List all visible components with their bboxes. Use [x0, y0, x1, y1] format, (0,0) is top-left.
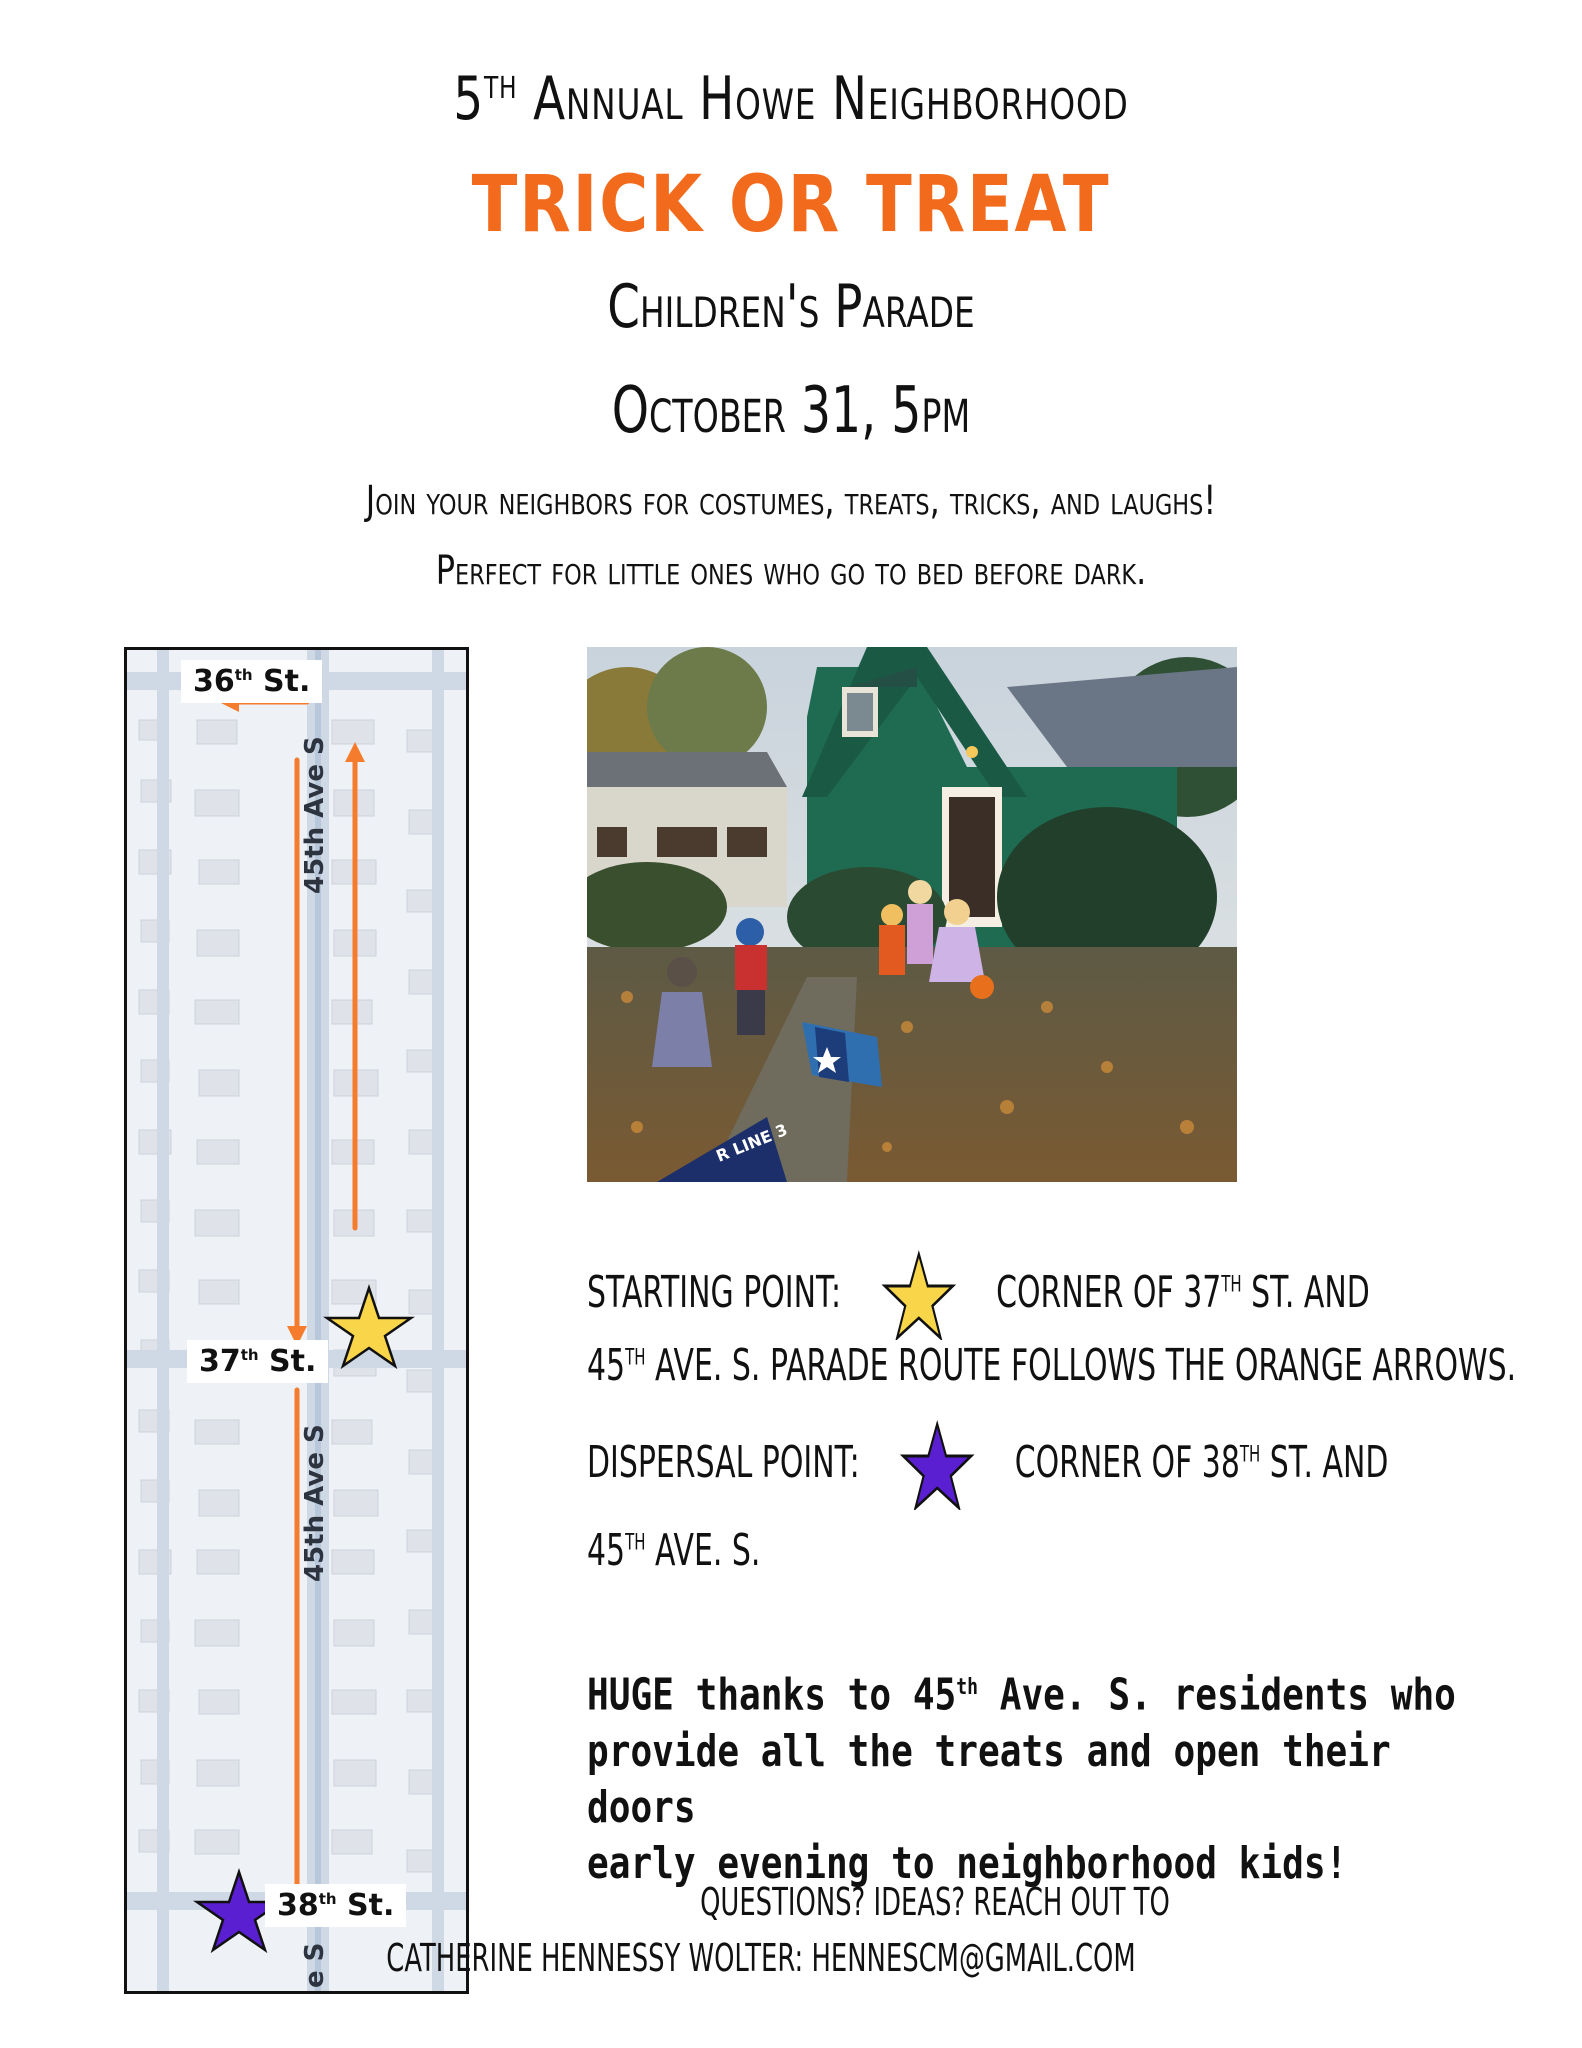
thanks-line-1: HUGE thanks to 45th Ave. S. residents who — [587, 1669, 1456, 1721]
map-graphic — [127, 650, 466, 1991]
dispersal-avenue-line: 45TH AVE. S. — [587, 1525, 761, 1576]
thanks-line-3: early evening to neighborhood kids! — [587, 1837, 1348, 1889]
trick-or-treat-photo — [587, 647, 1237, 1182]
tagline-1: Join your neighbors for costumes, treats, tricks, and laughs! — [365, 478, 1217, 524]
start-star-legend-icon — [878, 1250, 960, 1340]
street-label-37th: 37th St. — [187, 1340, 328, 1383]
starting-point-label: STARTING POINT: — [587, 1267, 842, 1318]
avenue-label-middle: 45th Ave S — [300, 1424, 330, 1582]
parade-route-line: 45TH AVE. S. PARADE ROUTE FOLLOWS THE ORANGE ARROWS. — [587, 1340, 1517, 1391]
yard-sign-text: R LINE 3 — [713, 1119, 791, 1166]
thanks-line-2: provide all the treats and open their doors — [587, 1725, 1391, 1833]
event-subtitle: Children's Parade — [607, 272, 975, 342]
street-label-38th: 38th St. — [265, 1884, 406, 1927]
starting-point-line — [587, 1250, 1370, 1340]
parade-route-map — [124, 647, 469, 1994]
dispersal-point-line — [587, 1420, 1388, 1510]
dispersal-point-label: DISPERSAL POINT: — [587, 1437, 860, 1488]
contact-line-1: QUESTIONS? IDEAS? REACH OUT TO — [700, 1880, 1170, 1924]
starting-point-location: CORNER OF 37TH ST. AND — [996, 1267, 1370, 1318]
photo-illustration — [587, 647, 1237, 1182]
thanks-message — [587, 1660, 1489, 1892]
street-label-36th: 36th St. — [181, 660, 322, 703]
avenue-label-bottom: e S — [300, 1942, 330, 1988]
event-edition-heading: 5TH Annual Howe Neighborhood — [453, 64, 1129, 134]
event-title: TRICK OR TREAT — [471, 160, 1111, 250]
dispersal-point-location: CORNER OF 38TH ST. AND — [1014, 1437, 1389, 1488]
event-date: October 31, 5pm — [611, 374, 971, 448]
contact-line-2: CATHERINE HENNESSY WOLTER: HENNESCM@GMAIL.COM — [386, 1936, 1136, 1980]
avenue-label-top: 45th Ave S — [300, 736, 330, 894]
tagline-2: Perfect for little ones who go to bed before dark. — [435, 548, 1147, 594]
end-star-legend-icon — [896, 1420, 978, 1510]
